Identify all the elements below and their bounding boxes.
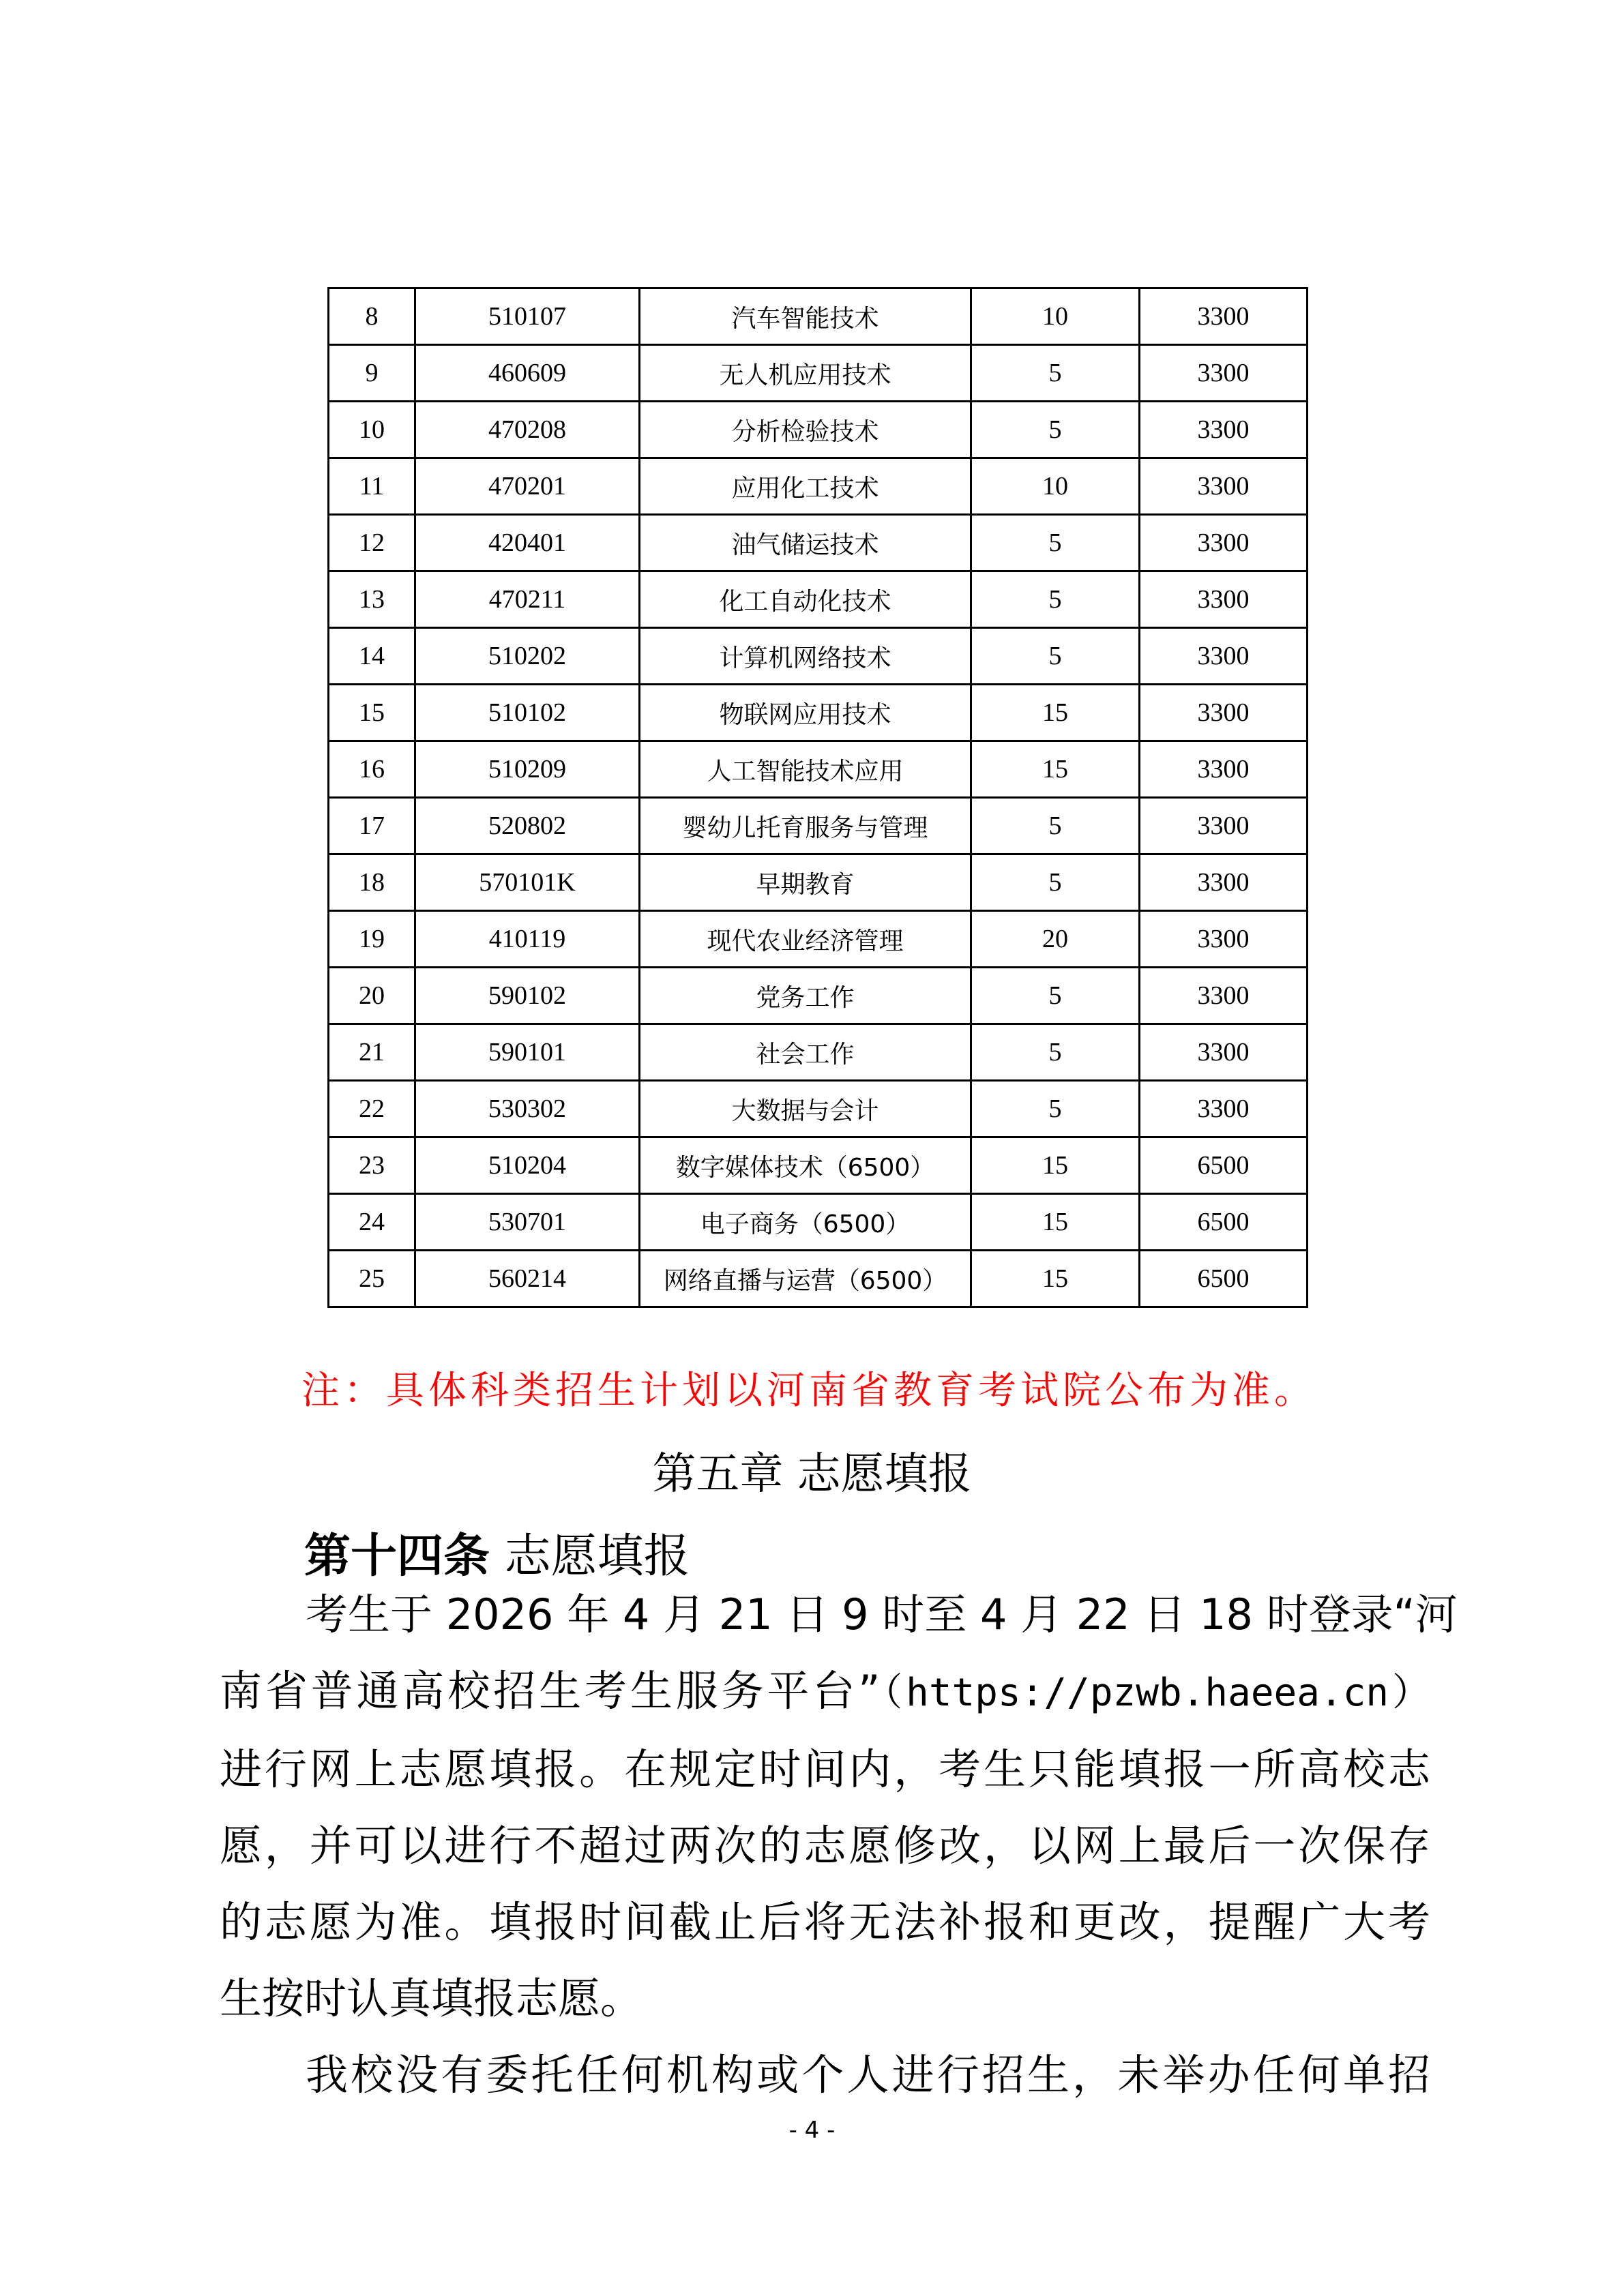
cell-tuition: 6500 — [1140, 1251, 1308, 1307]
cell-plan: 5 — [971, 968, 1140, 1024]
cell-plan: 10 — [971, 288, 1140, 345]
table-row — [329, 1024, 1308, 1081]
cell-tuition: 6500 — [1140, 1137, 1308, 1194]
cell-no: 22 — [329, 1081, 415, 1137]
table-row — [329, 1251, 1308, 1307]
cell-no: 18 — [329, 854, 415, 911]
article-heading — [304, 1519, 690, 1585]
cell-major: 汽车智能技术 — [640, 288, 971, 345]
cell-plan: 15 — [971, 1194, 1140, 1251]
cell-no: 8 — [329, 288, 415, 345]
cell-tuition: 6500 — [1140, 1194, 1308, 1251]
paragraph-line: 的志愿为准。填报时间截止后将无法补报和更改，提醒广大考 — [220, 1897, 1430, 1947]
cell-plan: 5 — [971, 571, 1140, 628]
cell-code: 510202 — [415, 628, 640, 685]
table-row — [329, 402, 1308, 458]
cell-major: 大数据与会计 — [640, 1081, 971, 1137]
table-row — [329, 288, 1308, 345]
cell-plan: 20 — [971, 911, 1140, 968]
cell-major: 早期教育 — [640, 854, 971, 911]
cell-major: 党务工作 — [640, 968, 971, 1024]
cell-plan: 15 — [971, 1137, 1140, 1194]
article-title: 志愿填报 — [504, 1530, 690, 1583]
table-row — [329, 685, 1308, 741]
cell-tuition: 3300 — [1140, 968, 1308, 1024]
cell-tuition: 3300 — [1140, 628, 1308, 685]
table-row — [329, 968, 1308, 1024]
table-body — [329, 288, 1308, 1307]
enrollment-plan-table — [327, 287, 1308, 1308]
cell-major: 分析检验技术 — [640, 402, 971, 458]
cell-tuition: 3300 — [1140, 911, 1308, 968]
table-row — [329, 628, 1308, 685]
cell-code: 410119 — [415, 911, 640, 968]
platform-url-link[interactable]: （https://pzwb.haeea.cn） — [880, 1671, 1430, 1715]
cell-code: 470208 — [415, 402, 640, 458]
cell-code: 590102 — [415, 968, 640, 1024]
cell-no: 14 — [329, 628, 415, 685]
cell-major: 化工自动化技术 — [640, 571, 971, 628]
table-row — [329, 1194, 1308, 1251]
cell-no: 11 — [329, 458, 415, 515]
cell-no: 13 — [329, 571, 415, 628]
cell-code: 560214 — [415, 1251, 640, 1307]
cell-major: 计算机网络技术 — [640, 628, 971, 685]
cell-plan: 5 — [971, 402, 1140, 458]
cell-plan: 5 — [971, 1081, 1140, 1137]
paragraph-line — [220, 1653, 1430, 1731]
cell-code: 470211 — [415, 571, 640, 628]
cell-no: 16 — [329, 741, 415, 798]
cell-tuition: 3300 — [1140, 685, 1308, 741]
cell-code: 470201 — [415, 458, 640, 515]
article-number: 第十四条 — [304, 1530, 490, 1583]
cell-no: 9 — [329, 345, 415, 402]
cell-no: 19 — [329, 911, 415, 968]
cell-plan: 5 — [971, 1024, 1140, 1081]
cell-plan: 5 — [971, 854, 1140, 911]
cell-no: 17 — [329, 798, 415, 854]
cell-plan: 15 — [971, 685, 1140, 741]
cell-no: 25 — [329, 1251, 415, 1307]
cell-tuition: 3300 — [1140, 798, 1308, 854]
cell-major: 婴幼儿托育服务与管理 — [640, 798, 971, 854]
cell-tuition: 3300 — [1140, 515, 1308, 571]
cell-major: 网络直播与运营（6500） — [640, 1251, 971, 1307]
cell-code: 510107 — [415, 288, 640, 345]
chapter-title: 第五章 志愿填报 — [652, 1449, 972, 1500]
cell-major: 人工智能技术应用 — [640, 741, 971, 798]
paragraph-registration — [220, 1577, 1458, 2113]
paragraph-line: 愿，并可以进行不超过两次的志愿修改，以网上最后一次保存 — [220, 1821, 1430, 1870]
cell-code: 460609 — [415, 345, 640, 402]
table-row — [329, 1081, 1308, 1137]
cell-no: 20 — [329, 968, 415, 1024]
cell-code: 530302 — [415, 1081, 640, 1137]
cell-no: 15 — [329, 685, 415, 741]
paragraph-line: 我校没有委托任何机构或个人进行招生，未举办任何单招 — [306, 2050, 1430, 2100]
cell-major: 电子商务（6500） — [640, 1194, 971, 1251]
paragraph-line: 考生于 2026 年 4 月 21 日 9 时至 4 月 22 日 18 时登录“河 — [306, 1590, 1458, 1639]
paragraph-line: 生按时认真填报志愿。 — [220, 1973, 643, 2023]
cell-tuition: 3300 — [1140, 854, 1308, 911]
cell-tuition: 3300 — [1140, 288, 1308, 345]
cell-code: 590101 — [415, 1024, 640, 1081]
cell-plan: 5 — [971, 628, 1140, 685]
table-row — [329, 911, 1308, 968]
cell-code: 420401 — [415, 515, 640, 571]
paragraph-line: 进行网上志愿填报。在规定时间内，考生只能填报一所高校志 — [220, 1744, 1430, 1794]
cell-code: 530701 — [415, 1194, 640, 1251]
cell-plan: 15 — [971, 741, 1140, 798]
cell-no: 21 — [329, 1024, 415, 1081]
cell-plan: 10 — [971, 458, 1140, 515]
cell-code: 510102 — [415, 685, 640, 741]
cell-tuition: 3300 — [1140, 1024, 1308, 1081]
cell-major: 数字媒体技术（6500） — [640, 1137, 971, 1194]
cell-major: 社会工作 — [640, 1024, 971, 1081]
cell-major: 物联网应用技术 — [640, 685, 971, 741]
table-row — [329, 458, 1308, 515]
cell-major: 无人机应用技术 — [640, 345, 971, 402]
cell-no: 12 — [329, 515, 415, 571]
cell-tuition: 3300 — [1140, 345, 1308, 402]
cell-tuition: 3300 — [1140, 458, 1308, 515]
cell-tuition: 3300 — [1140, 402, 1308, 458]
cell-tuition: 3300 — [1140, 1081, 1308, 1137]
cell-code: 570101K — [415, 854, 640, 911]
table-row — [329, 571, 1308, 628]
cell-no: 23 — [329, 1137, 415, 1194]
cell-code: 520802 — [415, 798, 640, 854]
cell-tuition: 3300 — [1140, 741, 1308, 798]
table-row — [329, 854, 1308, 911]
table-note: 注：具体科类招生计划以河南省教育考试院公布为准。 — [301, 1369, 1316, 1413]
cell-no: 10 — [329, 402, 415, 458]
table-row — [329, 515, 1308, 571]
table-row — [329, 741, 1308, 798]
cell-plan: 15 — [971, 1251, 1140, 1307]
cell-no: 24 — [329, 1194, 415, 1251]
cell-plan: 5 — [971, 798, 1140, 854]
cell-major: 现代农业经济管理 — [640, 911, 971, 968]
table-row — [329, 798, 1308, 854]
cell-tuition: 3300 — [1140, 571, 1308, 628]
cell-code: 510204 — [415, 1137, 640, 1194]
cell-plan: 5 — [971, 345, 1140, 402]
cell-major: 应用化工技术 — [640, 458, 971, 515]
table-row — [329, 1137, 1308, 1194]
cell-code: 510209 — [415, 741, 640, 798]
table-row — [329, 345, 1308, 402]
platform-name: 南省普通高校招生考生服务平台” — [220, 1666, 881, 1716]
cell-major: 油气储运技术 — [640, 515, 971, 571]
page-number: - 4 - — [788, 2117, 836, 2144]
cell-plan: 5 — [971, 515, 1140, 571]
